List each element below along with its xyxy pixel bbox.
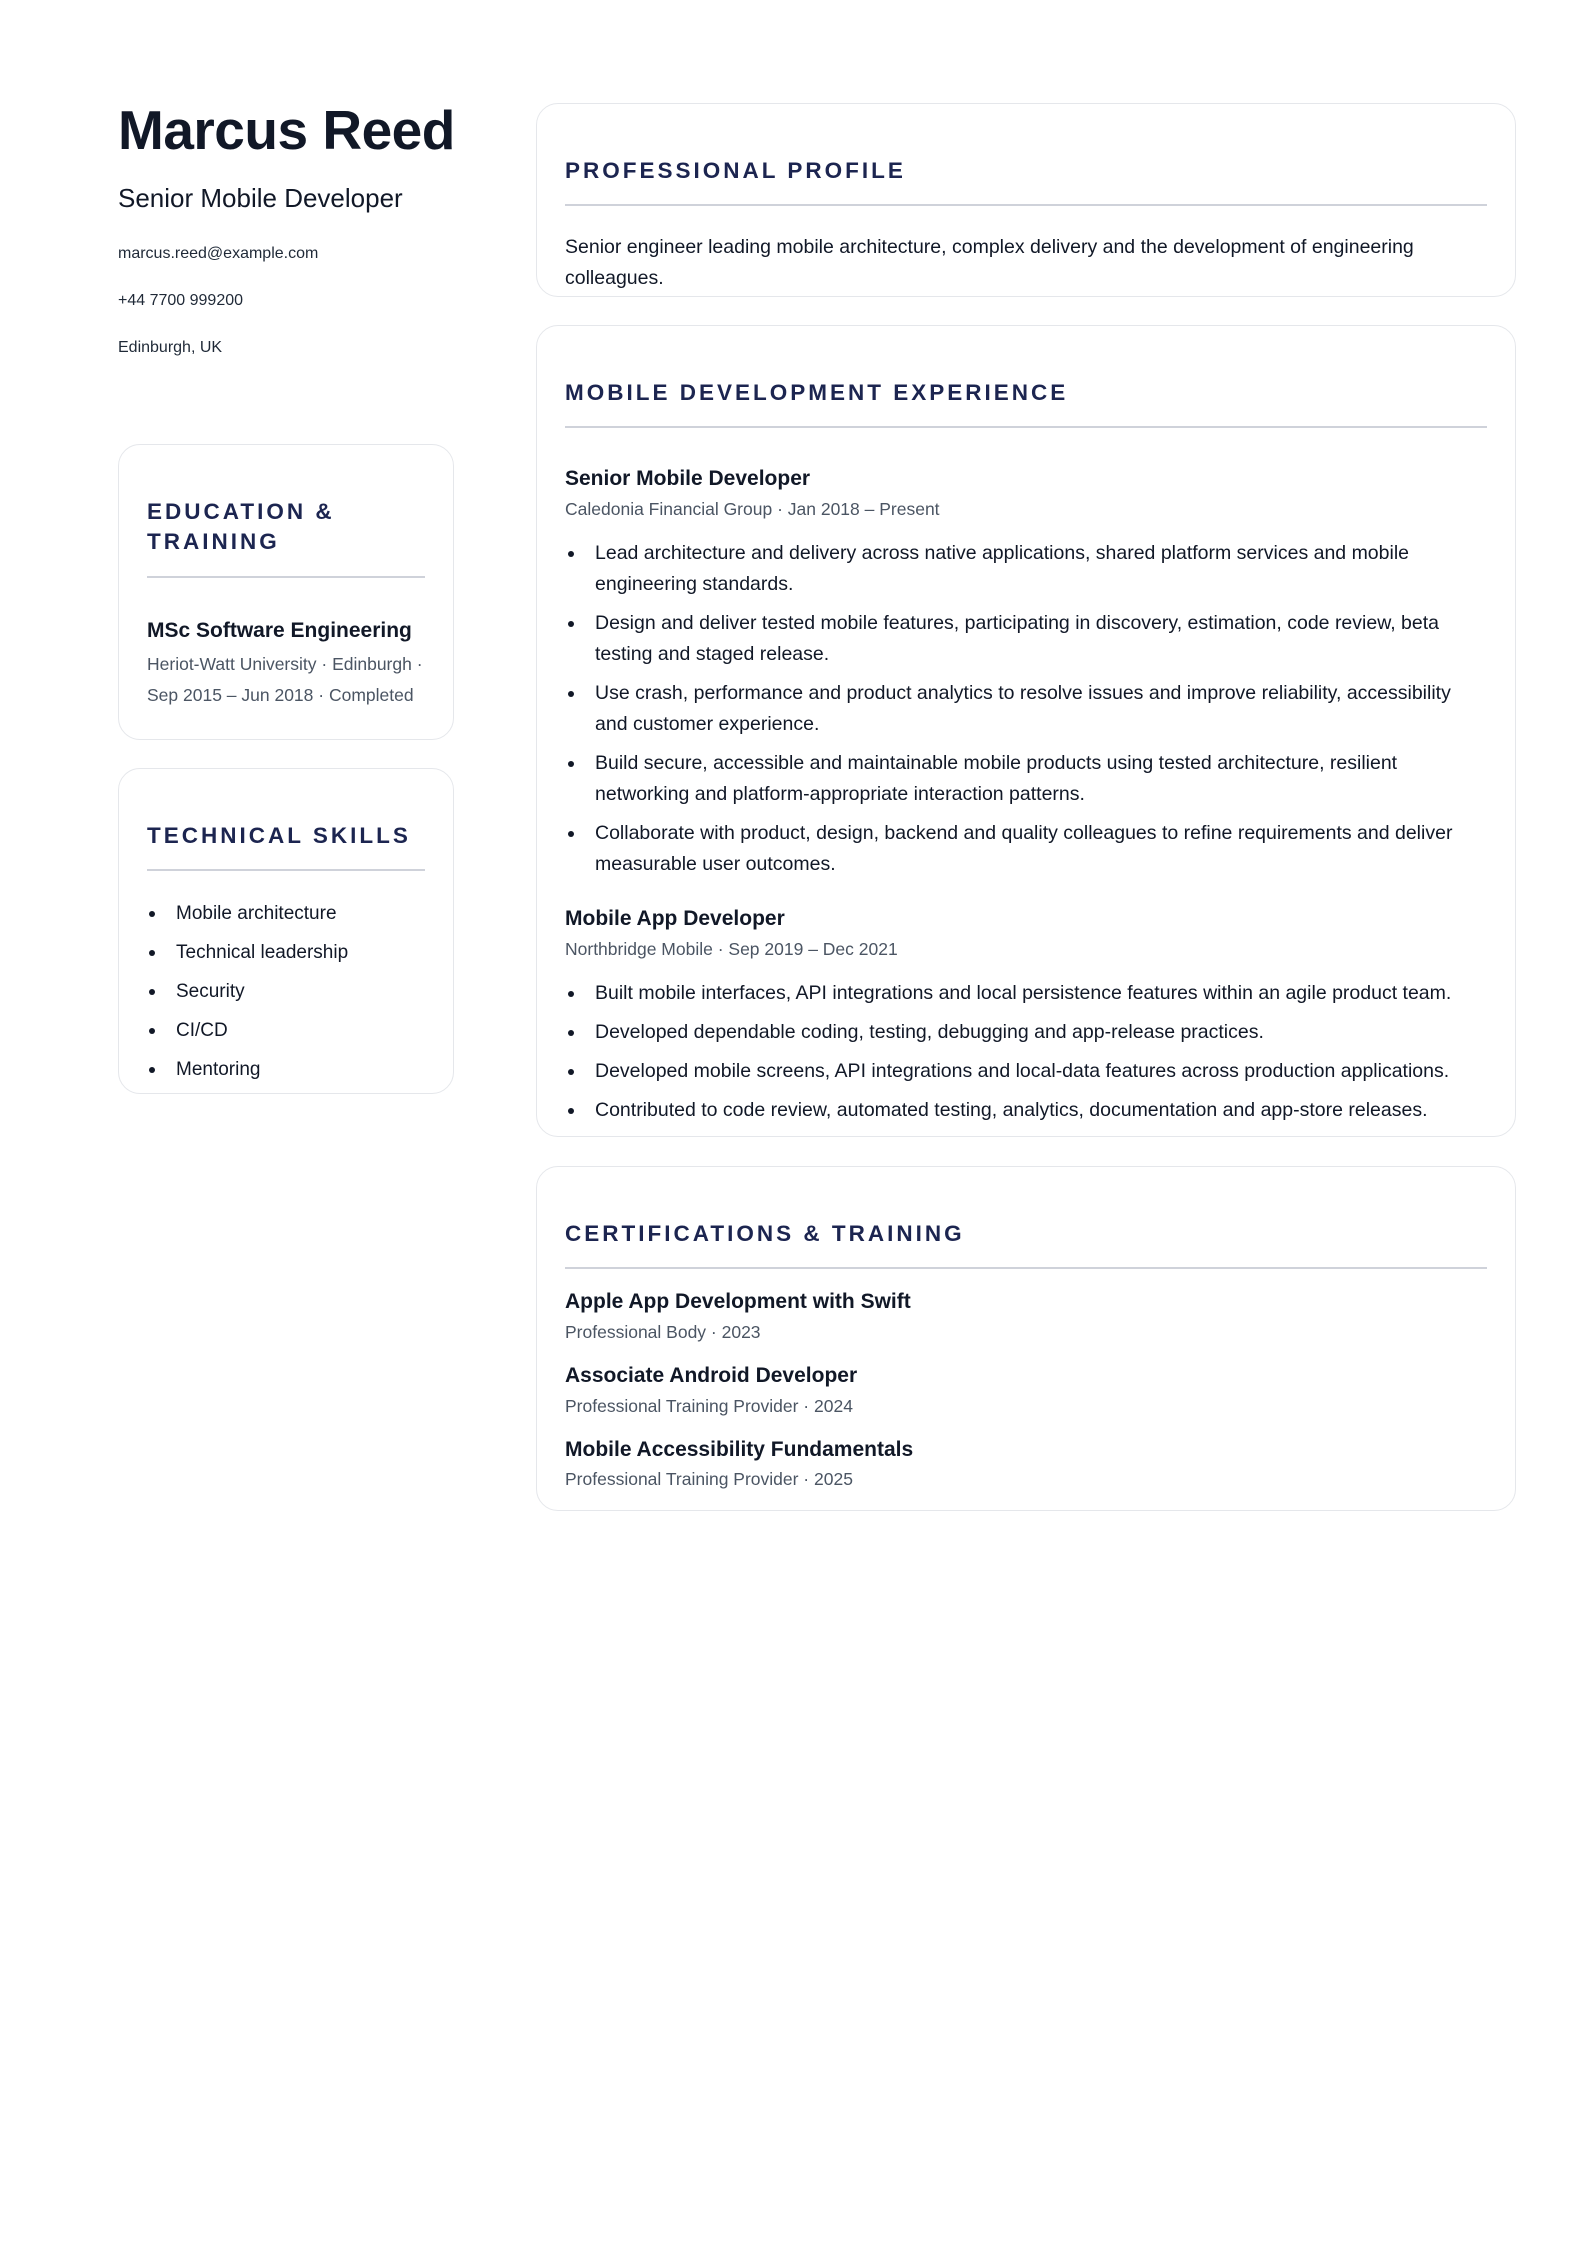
certification-meta: Professional Training Provider · 2024 xyxy=(565,1395,853,1416)
job-bullet: Built mobile interfaces, API integrations and local persistence features within an agile product team. xyxy=(565,978,1487,1009)
education-meta: Heriot-Watt University · Edinburgh · Sep 2015 – Jun 2018 · Completed xyxy=(147,653,423,705)
job-bullets xyxy=(565,538,1487,880)
certification-title: Associate Android Developer xyxy=(565,1364,858,1388)
candidate-name: Marcus Reed xyxy=(118,99,455,161)
profile-title: PROFESSIONAL PROFILE xyxy=(565,158,906,183)
job-bullet: Contributed to code review, automated testing, analytics, documentation and app-store releases. xyxy=(565,1095,1487,1126)
section-divider xyxy=(147,576,425,578)
contact-location: Edinburgh, UK xyxy=(118,338,223,356)
skill-item: Mentoring xyxy=(147,1057,425,1096)
job-bullet: Use crash, performance and product analytics to resolve issues and improve reliability, accessibility and customer experience. xyxy=(565,678,1487,740)
certification-entry xyxy=(565,1437,1487,1491)
experience-card xyxy=(536,325,1516,1137)
section-divider xyxy=(565,1267,1487,1269)
job-meta: Caledonia Financial Group · Jan 2018 – Present xyxy=(565,498,940,519)
skill-item: Security xyxy=(147,979,425,1018)
contact-email[interactable]: marcus.reed@example.com xyxy=(118,244,319,262)
skill-item: Technical leadership xyxy=(147,940,425,979)
certification-entry xyxy=(565,1363,1487,1417)
education-title: EDUCATION & TRAINING xyxy=(147,499,335,555)
education-card xyxy=(118,444,454,740)
job-title: Mobile App Developer xyxy=(565,907,785,931)
job-bullet: Collaborate with product, design, backend and quality colleagues to refine requirements and deliver measurable user outcomes. xyxy=(565,818,1487,880)
contact-phone[interactable]: +44 7700 999200 xyxy=(118,291,244,309)
job-entry xyxy=(565,906,1487,1126)
experience-title: MOBILE DEVELOPMENT EXPERIENCE xyxy=(565,380,1069,405)
job-bullet: Developed mobile screens, API integrations and local-data features across production applications. xyxy=(565,1056,1487,1087)
job-bullets xyxy=(565,978,1487,1126)
section-divider xyxy=(147,869,425,871)
job-meta: Northbridge Mobile · Sep 2019 – Dec 2021 xyxy=(565,938,898,959)
profile-card xyxy=(536,103,1516,297)
certifications-card xyxy=(536,1166,1516,1511)
job-bullet: Lead architecture and delivery across native applications, shared platform services and mobile engineering standards. xyxy=(565,538,1487,600)
certification-title: Mobile Accessibility Fundamentals xyxy=(565,1438,914,1462)
skills-card xyxy=(118,768,454,1094)
job-bullet: Developed dependable coding, testing, debugging and app-release practices. xyxy=(565,1017,1487,1048)
certifications-title: CERTIFICATIONS & TRAINING xyxy=(565,1221,965,1246)
job-bullet: Design and deliver tested mobile features, participating in discovery, estimation, code review, beta testing and staged release. xyxy=(565,608,1487,670)
education-degree: MSc Software Engineering xyxy=(147,618,412,642)
skill-item: Mobile architecture xyxy=(147,901,425,940)
certification-entry xyxy=(565,1289,1487,1343)
skills-list xyxy=(147,901,425,1096)
job-bullet: Build secure, accessible and maintainable mobile products using tested architecture, resilient networking and platform-appropriate interaction patterns. xyxy=(565,748,1487,810)
profile-text: Senior engineer leading mobile architecture, complex delivery and the development of engineering colleagues. xyxy=(565,236,1414,290)
certification-meta: Professional Training Provider · 2025 xyxy=(565,1469,853,1490)
certification-meta: Professional Body · 2023 xyxy=(565,1321,761,1342)
skills-title: TECHNICAL SKILLS xyxy=(147,823,411,848)
section-divider xyxy=(565,204,1487,206)
job-title: Senior Mobile Developer xyxy=(565,467,811,491)
certification-title: Apple App Development with Swift xyxy=(565,1290,911,1314)
candidate-role: Senior Mobile Developer xyxy=(118,182,403,213)
skill-item: CI/CD xyxy=(147,1018,425,1057)
job-entry xyxy=(565,466,1487,880)
contact-list xyxy=(118,244,454,385)
header xyxy=(118,100,454,385)
section-divider xyxy=(565,426,1487,428)
